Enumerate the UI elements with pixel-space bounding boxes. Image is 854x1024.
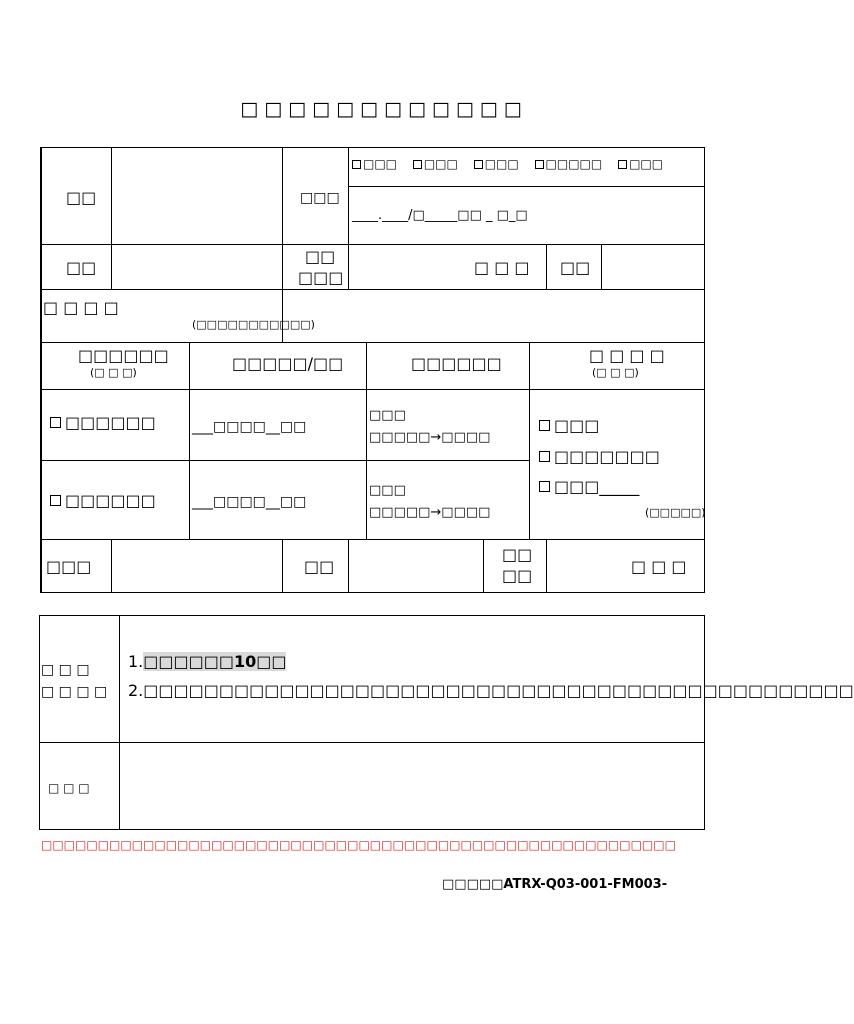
name-label: □□: [66, 188, 97, 207]
notes-label-1: □ □ □: [41, 662, 90, 678]
checkbox-icon: [535, 160, 544, 169]
checkbox-icon: [539, 451, 550, 462]
item-2-flow2: □□□□□→□□□□: [369, 505, 491, 520]
item-2-check[interactable]: □□□□□□: [50, 491, 156, 510]
header-col1: □□□□□□: [78, 346, 169, 365]
notes-label-2: □ □ □ □: [41, 684, 108, 700]
category-options: [352, 157, 663, 171]
applicant-field[interactable]: [112, 540, 282, 592]
checkbox-icon: [50, 417, 61, 428]
unit-field[interactable]: [112, 245, 282, 289]
item-2-flow1: □□□: [369, 483, 406, 498]
remark-field[interactable]: [120, 743, 704, 829]
checkbox-icon: [618, 160, 627, 169]
checkbox-icon: [539, 420, 550, 431]
checkbox-icon: [413, 160, 422, 169]
applicant-label: □□□: [46, 557, 92, 576]
footer-notice: □□□□□□□□□□□□□□□□□□□□□□□□□□□□□□□□□□□□□□□□□□□□□□□□□□□□□□□□: [41, 838, 676, 852]
sign-date-label-1: □□: [502, 545, 533, 564]
checkbox-icon: [474, 160, 483, 169]
date-label-1: □□: [305, 247, 336, 266]
method-3[interactable]: □□□_____: [539, 477, 639, 496]
header-col4: □ □ □ □: [589, 346, 665, 365]
row3-field[interactable]: [283, 290, 704, 342]
name-field[interactable]: [112, 148, 282, 244]
remark-label: □ □ □: [48, 781, 90, 795]
form-title: □□□□□□□□□□□□: [240, 98, 528, 120]
date-ymd[interactable]: □ □ □: [474, 258, 530, 277]
checkbox-icon: [539, 481, 550, 492]
item-1-count[interactable]: ___□□□□__□□: [192, 419, 307, 435]
header-col3: □□□□□□: [411, 354, 502, 373]
method-1[interactable]: □□□: [539, 416, 599, 435]
form-code: □□□□□ATRX-Q03-001-FM003-: [442, 877, 668, 892]
category-label: □□□: [300, 190, 340, 206]
date-range-field[interactable]: ____.____/□_____□□ _ □_□: [352, 208, 528, 223]
phone-label: □□: [560, 258, 591, 277]
option-4[interactable]: □□□□□: [535, 157, 603, 171]
item-1-flow1: □□□: [369, 408, 406, 423]
phone-field[interactable]: [602, 245, 704, 289]
item-2-count[interactable]: ___□□□□__□□: [192, 494, 307, 510]
notes-line-1: 1.□□□□□□10□□: [128, 652, 287, 671]
date-label-2: □□□: [298, 268, 344, 287]
method-2[interactable]: □□□□□□□: [539, 447, 660, 466]
sign-field[interactable]: [349, 540, 483, 592]
row3-label: □ □ □ □: [43, 298, 119, 317]
sign-label: □□: [304, 557, 335, 576]
item-1-check[interactable]: □□□□□□: [50, 413, 156, 432]
method-note: (□□□□□): [645, 506, 706, 519]
option-1[interactable]: □□□: [352, 157, 397, 171]
unit-label: □□: [66, 258, 97, 277]
sign-date-ymd[interactable]: □ □ □: [631, 557, 687, 576]
header-col4-sub: (□ □ □): [592, 366, 639, 379]
row3-note: (□□□□□□□□□□□): [192, 318, 315, 331]
checkbox-icon: [50, 495, 61, 506]
notes-line-2: 2.□□□□□□□□□□□□□□□□□□□□□□□□□□□□□□□□□□□□□□□□□□□□□□□: [128, 681, 854, 700]
option-2[interactable]: □□□: [413, 157, 458, 171]
checkbox-icon: [352, 160, 361, 169]
item-1-flow2: □□□□□→□□□□: [369, 430, 491, 445]
option-5[interactable]: □□□: [618, 157, 663, 171]
sign-date-label-2: □□: [502, 566, 533, 585]
header-col2: □□□□□/□□: [232, 354, 344, 373]
header-col1-sub: (□ □ □): [90, 366, 137, 379]
option-3[interactable]: □□□: [474, 157, 519, 171]
